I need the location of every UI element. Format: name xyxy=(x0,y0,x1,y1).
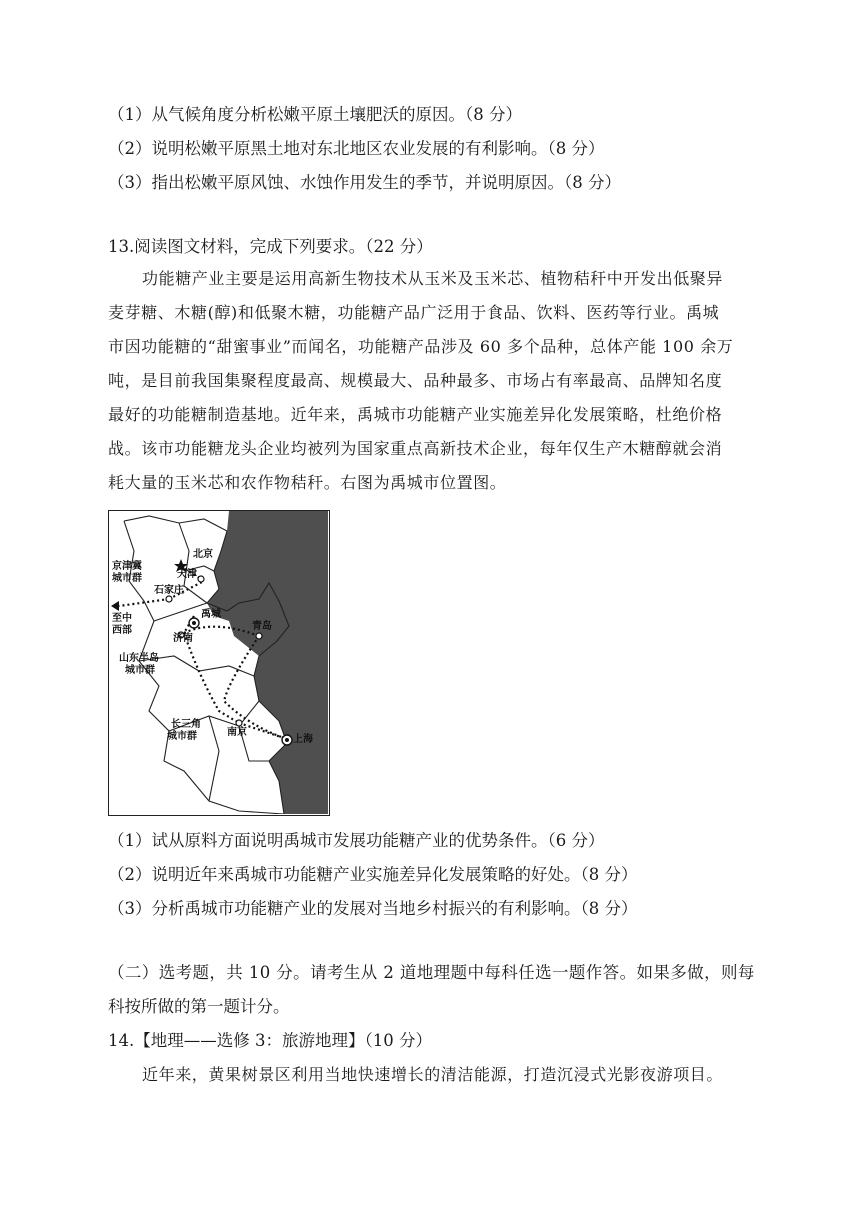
label-jingjinji: 京津冀 xyxy=(112,561,142,572)
prev-question-2: （2）说明松嫩平原黑土地对东北地区农业发展的有利影响。（8 分） xyxy=(108,139,605,158)
label-changsanjiao: 长三角 xyxy=(171,719,201,730)
q13-paragraph-line: 耗大量的玉米芯和农作物秸秆。右图为禹城市位置图。 xyxy=(108,473,507,492)
q13-paragraph-line: 吨，是目前我国集聚程度最高、规模最大、品种最多、市场占有率最高、品牌知名度 xyxy=(108,371,723,390)
q13-paragraph-line: 市因功能糖的“甜蜜事业”而闻名，功能糖产品涉及 60 多个品种，总体产能 100 余万 xyxy=(108,337,734,356)
tianjin-marker xyxy=(198,576,204,582)
q13-question-3: （3）分析禹城市功能糖产业的发展对当地乡村振兴的有利影响。（8 分） xyxy=(108,899,638,918)
label-yucheng: 禹城 xyxy=(201,609,221,620)
sea-area xyxy=(207,511,328,814)
route-shijiazhuang-west xyxy=(119,599,169,606)
label-tianjin: 天津 xyxy=(177,569,197,580)
arrow-west-icon xyxy=(111,601,119,611)
elective-intro-2: 科按所做的第一题计分。 xyxy=(108,997,290,1016)
q13-question-1: （1）试从原料方面说明禹城市发展功能糖产业的优势条件。（6 分） xyxy=(108,831,605,850)
label-qingdao: 青岛 xyxy=(252,621,272,632)
prev-question-1: （1）从气候角度分析松嫩平原土壤肥沃的原因。（8 分） xyxy=(108,105,522,124)
yucheng-location-map xyxy=(108,510,330,816)
shijiazhuang-marker xyxy=(166,596,172,602)
q14-heading: 14.【地理——选修 3：旅游地理】（10 分） xyxy=(108,1031,432,1050)
qingdao-marker xyxy=(256,633,262,639)
label-xibu: 西部 xyxy=(112,625,132,636)
label-shandong-2: 城市群 xyxy=(125,665,155,676)
q13-paragraph-line: 功能糖产业主要是运用高新生物技术从玉米及玉米芯、植物秸秆中开发出低聚异 xyxy=(142,269,724,288)
province-border xyxy=(209,716,219,801)
q13-question-2: （2）说明近年来禹城市功能糖产业实施差异化发展策略的好处。（8 分） xyxy=(108,865,638,884)
q13-paragraph-line: 最好的功能糖制造基地。近年来，禹城市功能糖产业实施差异化发展策略，杜绝价格 xyxy=(108,405,723,424)
label-jingjinji-2: 城市群 xyxy=(112,573,142,584)
q13-paragraph-line: 麦芽糖、木糖(醇)和低聚木糖，功能糖产品广泛用于食品、饮料、医药等行业。禹城 xyxy=(108,303,720,322)
label-changsanjiao-2: 城市群 xyxy=(167,731,197,742)
label-shanghai: 上海 xyxy=(293,734,313,745)
label-nanjing: 南京 xyxy=(227,727,247,738)
shanghai-marker-dot xyxy=(285,738,289,742)
yucheng-marker-dot xyxy=(192,621,196,625)
q13-heading: 13.阅读图文材料，完成下列要求。（22 分） xyxy=(108,237,433,256)
nanjing-marker xyxy=(236,720,242,726)
elective-intro: （二）选考题，共 10 分。请考生从 2 道地理题中每科任选一题作答。如果多做，则每 xyxy=(108,963,755,982)
label-zhi: 至中 xyxy=(112,613,132,624)
label-shandong: 山东半岛 xyxy=(119,653,159,664)
province-border xyxy=(154,603,207,621)
label-beijing: 北京 xyxy=(193,549,213,560)
route-jinan-nanjing xyxy=(184,633,239,723)
label-shijiazhuang: 石家庄 xyxy=(154,585,184,596)
prev-question-3: （3）指出松嫩平原风蚀、水蚀作用发生的季节，并说明原因。（8 分） xyxy=(108,173,621,192)
label-jinan: 济南 xyxy=(173,633,193,644)
province-border xyxy=(124,516,227,531)
q13-paragraph-line: 战。该市功能糖龙头企业均被列为国家重点高新技术企业，每年仅生产木糖醇就会消 xyxy=(108,439,723,458)
q14-paragraph: 近年来，黄果树景区利用当地快速增长的清洁能源，打造沉浸式光影夜游项目。 xyxy=(142,1065,724,1084)
